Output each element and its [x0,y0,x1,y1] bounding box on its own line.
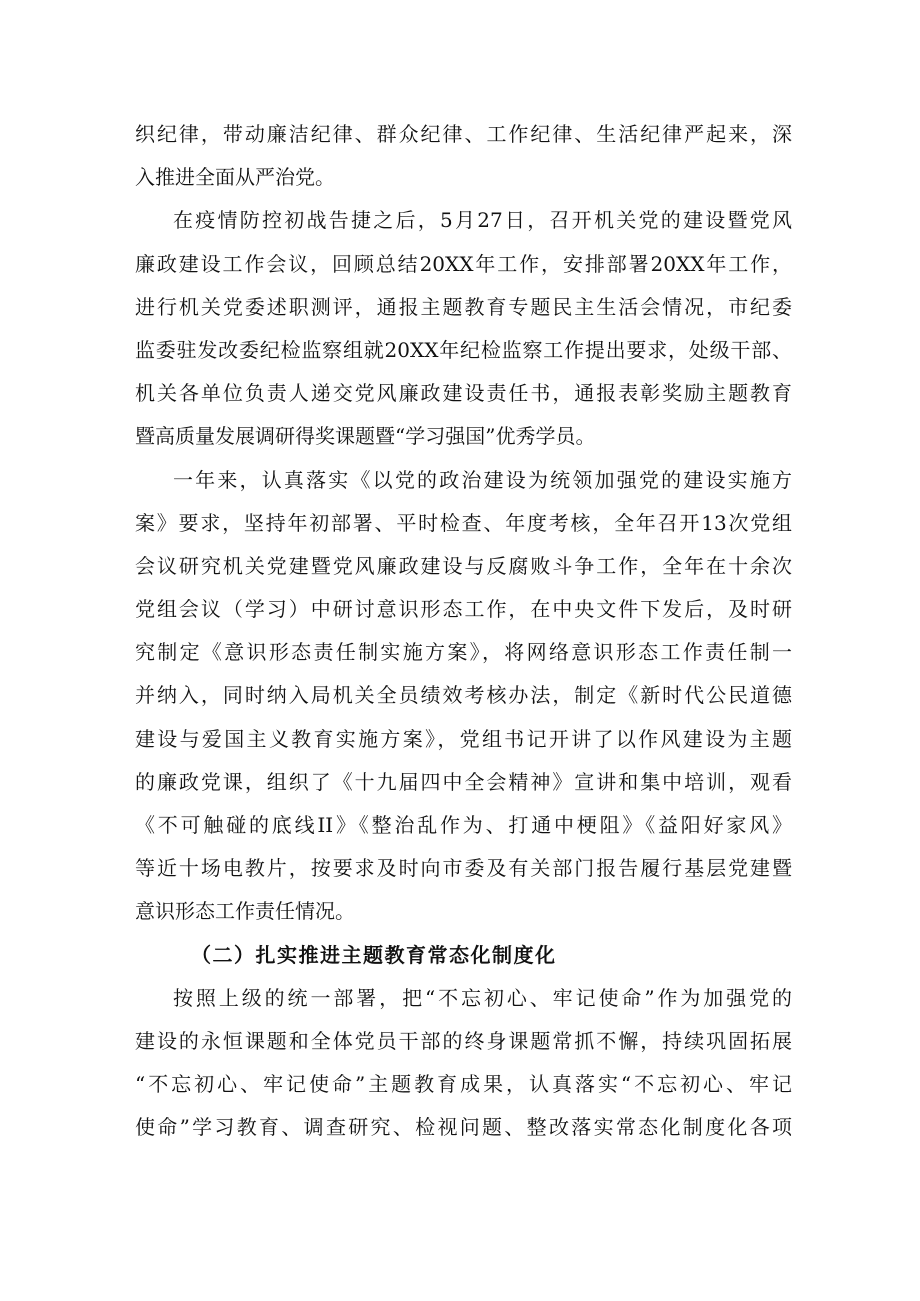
text-line: 廉政建设工作会议，回顾总结20XX年工作，安排部署20XX年工作， [135,251,792,276]
section-heading: （二）扎实推进主题教育常态化制度化 [191,942,557,967]
text-line: 暨高质量发展调研得奖课题暨“学习强国”优秀学员。 [135,424,596,449]
text-line: 究制定《意识形态责任制实施方案》，将网络意识形态工作责任制一 [135,640,792,665]
text-line: 建设与爱国主义教育实施方案》，党组书记开讲了以作风建设为主题 [135,726,792,751]
text-line: 的廉政党课，组织了《十九届四中全会精神》宣讲和集中培训，观看 [135,769,792,794]
text-line: 《不可触碰的底线II》《整治乱作为、打通中梗阻》《益阳好家风》 [135,813,792,837]
text-line: “不忘初心、牢记使命”主题教育成果，认真落实“不忘初心、牢记 [135,1072,792,1097]
text-line: 入推进全面从严治党。 [135,165,335,190]
text-line: 等近十场电教片，按要求及时向市委及有关部门报告履行基层党建暨 [135,856,792,881]
text-line: 机关各单位负责人递交党风廉政建设责任书，通报表彰奖励主题教育 [135,381,792,406]
text-line: 按照上级的统一部署，把“不忘初心、牢记使命”作为加强党的 [173,985,792,1010]
text-line: 党组会议（学习）中研讨意识形态工作，在中央文件下发后，及时研 [135,597,792,622]
text-line: 进行机关党委述职测评，通报主题教育专题民主生活会情况，市纪委 [135,294,792,319]
text-line: 会议研究机关党建暨党风廉政建设与反腐败斗争工作，全年在十余次 [135,553,792,578]
text-line: 使命”学习教育、调查研究、检视问题、整改落实常态化制度化各项 [135,1115,792,1140]
paragraph-4 [135,977,792,1150]
paragraph-2 [135,199,792,458]
text-line: 监委驻发改委纪检监察组就20XX年纪检监察工作提出要求，处级干部、 [135,337,792,362]
paragraph-3 [135,459,792,934]
section-heading-block [135,934,792,977]
text-line: 一年来，认真落实《以党的政治建设为统领加强党的建设实施方 [173,467,792,492]
paragraph-1 [135,113,792,199]
document-body [135,113,792,1150]
text-line: 并纳入，同时纳入局机关全员绩效考核办法，制定《新时代公民道德 [135,683,792,708]
text-line: 在疫情防控初战告捷之后，5月27日，召开机关党的建设暨党风 [173,208,792,233]
text-line: 织纪律，带动廉洁纪律、群众纪律、工作纪律、生活纪律严起来，深 [135,122,792,146]
text-line: 建设的永恒课题和全体党员干部的终身课题常抓不懈，持续巩固拓展 [135,1028,792,1053]
text-line: 意识形态工作责任情况。 [135,899,355,924]
text-line: 案》要求，坚持年初部署、平时检查、年度考核，全年召开13次党组 [135,510,792,535]
